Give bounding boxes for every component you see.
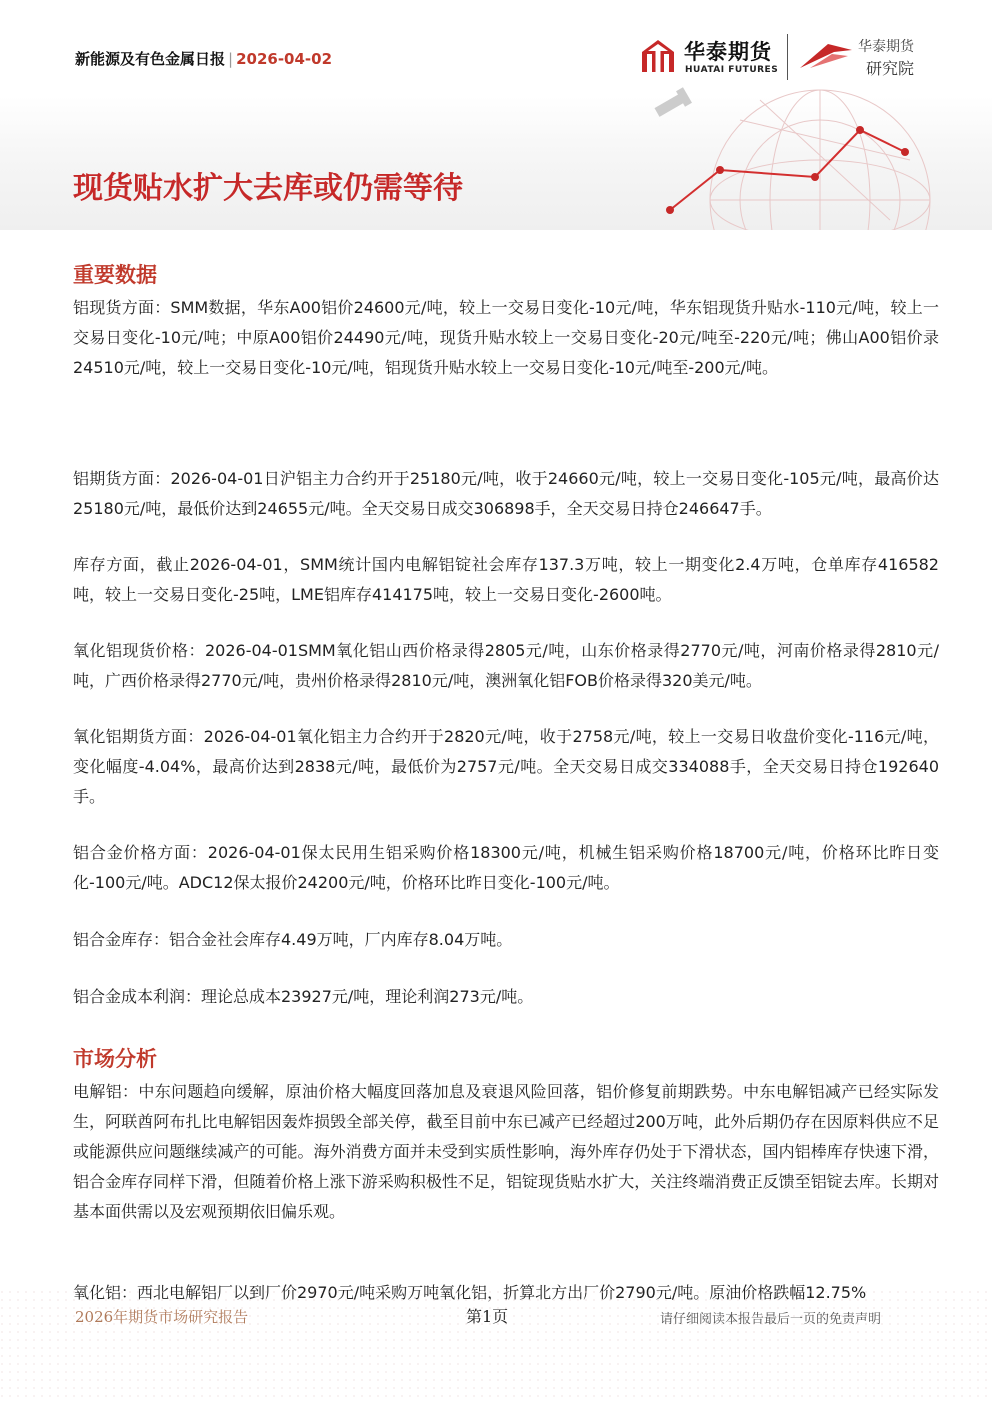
paragraph-aluminum-futures: 铝期货方面：2026-04-01日沪铝主力合约开于25180元/吨，收于24660元/吨，较上一交易日变化-105元/吨，最高价达25180元/吨，最低价达到24655元/吨。全天交易日成交306898手，全天交易日持仓246647手。: [73, 469, 939, 518]
footer-disclaimer-note: 请仔细阅读本报告最后一页的免责声明: [660, 1312, 882, 1327]
logo-english-name: HUATAI FUTURES: [685, 65, 779, 75]
paragraph-inventory: 库存方面，截止2026-04-01，SMM统计国内电解铝锭社会库存137.3万吨，较上一期变化2.4万吨，仓单库存416582吨，较上一交易日变化-25吨，LME铝库存414175吨，较上一交易日变化-2600吨。: [73, 555, 939, 604]
company-logo: [640, 32, 940, 82]
institute-name-line2: 研究院: [866, 59, 915, 78]
section-heading-key-data: 重要数据: [73, 263, 157, 287]
paragraph-aluminum-spot: 铝现货方面：SMM数据，华东A00铝价24600元/吨，较上一交易日变化-10元/吨，华东铝现货升贴水-110元/吨，较上一交易日变化-10元/吨；中原A00铝价24490元/吨，现货升贴水较上一交易日变化-20元/吨至-220元/吨；佛山A00铝价录24510元/吨，较上一交易日变化-10元/吨，铝现货升贴水较上一交易日变化-10元/吨至-200元/吨。: [73, 298, 939, 377]
network-globe-decoration: [560, 80, 992, 230]
institute-swoosh-icon: [798, 40, 854, 70]
institute-name-line1: 华泰期货: [858, 39, 914, 55]
logo-divider: [787, 34, 788, 80]
huatai-logo-icon: [640, 38, 676, 74]
footer-page-number: 第1页: [466, 1307, 509, 1326]
paragraph-alloy-cost-profit: 铝合金成本利润：理论总成本23927元/吨，理论利润273元/吨。: [73, 987, 534, 1006]
paragraph-electrolytic-aluminum: 电解铝：中东问题趋向缓解，原油价格大幅度回落加息及衰退风险回落，铝价修复前期跌势。中东电解铝减产已经实际发生，阿联酋阿布扎比电解铝因轰炸损毁全部关停，截至目前中东已减产已经超过200万吨，此外后期仍存在因原料供应不足或能源供应问题继续减产的可能。海外消费方面并未受到实质性影响，海外库存仍处于下滑状态，国内铝棒库存快速下滑，铝合金库存同样下滑，但随着价格上涨下游采购积极性不足，铝锭现货贴水扩大，关注终端消费正反馈至铝锭去库。长期对基本面供需以及宏观预期依旧偏乐观。: [73, 1082, 939, 1221]
report-name-line: [75, 48, 332, 69]
paragraph-alloy-price: 铝合金价格方面：2026-04-01保太民用生铝采购价格18300元/吨，机械生铝采购价格18700元/吨，价格环比昨日变化-100元/吨。ADC12保太报价24200元/吨，价格环比昨日变化-100元/吨。: [73, 843, 939, 892]
paragraph-alumina-futures: 氧化铝期货方面：2026-04-01氧化铝主力合约开于2820元/吨，收于2758元/吨，较上一交易日收盘价变化-116元/吨，变化幅度-4.04%，最高价达到2838元/吨，最低价为2757元/吨。全天交易日成交334088手，全天交易日持仓192640手。: [73, 727, 939, 806]
section-heading-market-analysis: 市场分析: [73, 1047, 157, 1071]
report-date: 2026-04-02: [236, 50, 333, 68]
footer-report-series: 2026年期货市场研究报告: [75, 1308, 249, 1326]
report-name: 新能源及有色金属日报: [75, 50, 226, 68]
header-separator: |: [228, 50, 234, 68]
paragraph-alloy-inventory: 铝合金库存：铝合金社会库存4.49万吨，厂内库存8.04万吨。: [73, 930, 513, 949]
paragraph-alumina-spot: 氧化铝现货价格：2026-04-01SMM氧化铝山西价格录得2805元/吨，山东价格录得2770元/吨，河南价格录得2810元/吨，广西价格录得2770元/吨，贵州价格录得2810元/吨，澳洲氧化铝FOB价格录得320美元/吨。: [73, 641, 939, 690]
main-title: 现货贴水扩大去库或仍需等待: [73, 171, 463, 206]
logo-chinese-name: 华泰期货: [684, 40, 772, 64]
